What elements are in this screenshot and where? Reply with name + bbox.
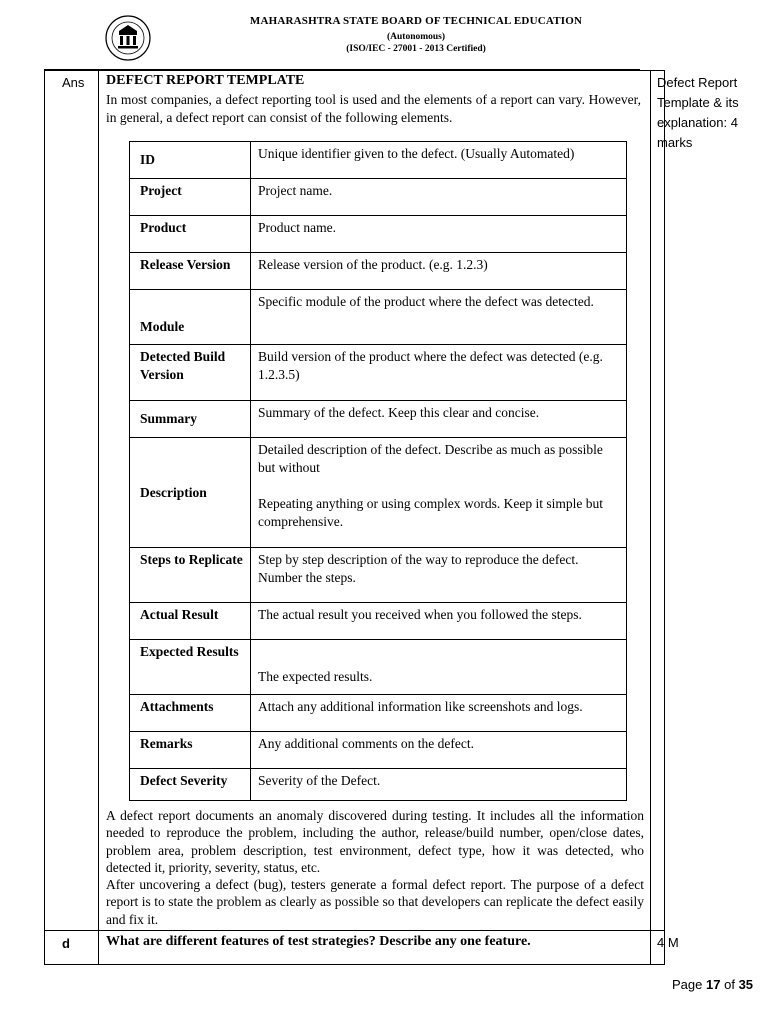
- explanation-paragraph: A defect report documents an anomaly discovered during testing. It includes all the information needed to reproduce the problem, including the author, release/build number, open/close dates, problem area, problem description, test environment, defect type, how it was detected, who detected it, priority, severity, status, etc.: [106, 808, 644, 875]
- field-description: [251, 438, 627, 548]
- row-divider: [44, 930, 665, 931]
- question-text: What are different features of test strategies? Describe any one feature.: [106, 934, 531, 949]
- table-row: [130, 438, 627, 548]
- defect-report-table: [129, 141, 627, 801]
- field-name: Remarks: [130, 732, 251, 769]
- table-row: [130, 695, 627, 732]
- field-name: Module: [130, 290, 251, 345]
- table-row: [130, 732, 627, 769]
- column-divider-right: [650, 70, 651, 965]
- board-certification: (ISO/IEC - 27001 - 2013 Certified): [346, 44, 486, 54]
- table-row: [130, 640, 627, 695]
- answer-label: Ans: [62, 75, 85, 90]
- table-row: [130, 603, 627, 640]
- field-name: Actual Result: [130, 603, 251, 640]
- field-description: Unique identifier given to the defect. (Usually Automated): [251, 142, 627, 179]
- page-current: 17: [706, 977, 721, 992]
- field-name: Steps to Replicate: [130, 548, 251, 603]
- field-description: Summary of the defect. Keep this clear and concise.: [251, 401, 627, 438]
- field-description: The actual result you received when you followed the steps.: [251, 603, 627, 640]
- question-label: d: [62, 936, 70, 951]
- table-row: [130, 290, 627, 345]
- explanation-paragraph: After uncovering a defect (bug), testers generate a formal defect report. The purpose of a defect report is to state the problem as clearly as possible so that developers can replicate the defect easily and fix it.: [106, 877, 644, 927]
- table-row: [130, 142, 627, 179]
- field-name: Project: [130, 179, 251, 216]
- field-description: Product name.: [251, 216, 627, 253]
- field-description: Release version of the product. (e.g. 1.2.3): [251, 253, 627, 290]
- table-row: [130, 401, 627, 438]
- question-marks: 4 M: [657, 935, 679, 950]
- answer-explanation: [106, 807, 644, 928]
- table-row: [130, 769, 627, 801]
- page-of: of: [724, 977, 735, 992]
- field-name: Attachments: [130, 695, 251, 732]
- answer-intro: In most companies, a defect reporting tool is used and the elements of a report can vary. However, in general, a defect report can consist of the following elements.: [106, 92, 641, 125]
- page-total: 35: [738, 977, 754, 992]
- table-row: [130, 548, 627, 603]
- field-description: Any additional comments on the defect.: [251, 732, 627, 769]
- field-description: Attach any additional information like screenshots and logs.: [251, 695, 627, 732]
- field-name: Release Version: [130, 253, 251, 290]
- table-row: [130, 345, 627, 401]
- field-name: Expected Results: [130, 640, 251, 695]
- description-part-1: Detailed description of the defect. Describe as much as possible but without: [258, 442, 603, 475]
- field-name: Summary: [130, 401, 251, 438]
- board-name: MAHARASHTRA STATE BOARD OF TECHNICAL EDUCATION: [249, 15, 583, 27]
- field-description: Build version of the product where the defect was detected (e.g. 1.2.3.5): [251, 345, 627, 401]
- table-row: [130, 216, 627, 253]
- field-description: Specific module of the product where the defect was detected.: [251, 290, 627, 345]
- field-name: Product: [130, 216, 251, 253]
- page-header: [0, 0, 768, 70]
- answer-title: DEFECT REPORT TEMPLATE: [106, 73, 305, 88]
- field-name: Defect Severity: [130, 769, 251, 801]
- page-number: [672, 977, 753, 992]
- field-name: Description: [130, 438, 251, 548]
- description-part-2: Repeating anything or using complex words. Keep it simple but comprehensive.: [258, 496, 603, 529]
- field-description: Step by step description of the way to reproduce the defect. Number the steps.: [251, 548, 627, 603]
- column-divider-left: [98, 70, 99, 965]
- field-name: Detected Build Version: [130, 345, 251, 401]
- table-row: [130, 253, 627, 290]
- field-description: Severity of the Defect.: [251, 769, 627, 801]
- marking-note: Defect Report Template & its explanation: 4 marks: [657, 75, 739, 150]
- field-description: The expected results.: [251, 640, 627, 695]
- field-description: Project name.: [251, 179, 627, 216]
- table-row: [130, 179, 627, 216]
- page-prefix: Page: [672, 977, 703, 992]
- board-status: (Autonomous): [386, 32, 446, 42]
- field-name: ID: [130, 142, 251, 179]
